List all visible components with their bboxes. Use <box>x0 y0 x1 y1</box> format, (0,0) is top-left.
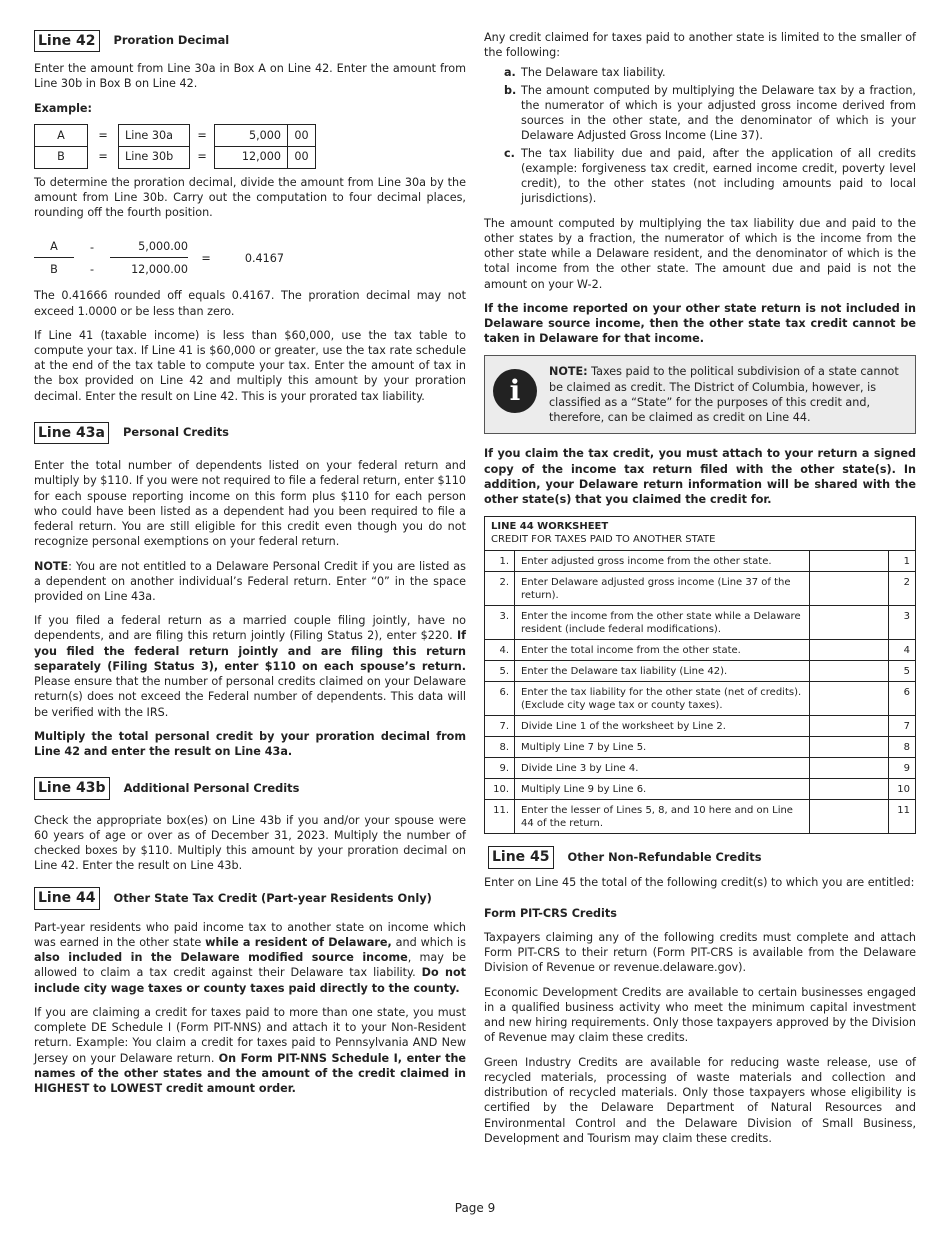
row-number: 11. <box>485 800 515 833</box>
list-text: The amount computed by multiplying the Delaware tax by a fraction, the numerator of which is your adjusted gross income derived from sources in the other state, and the denominator of which is your Delaware Adjusted Gross Income (Line 37). <box>521 83 916 143</box>
worksheet-row <box>485 800 915 833</box>
note-label: NOTE <box>34 559 69 573</box>
p2-part-b: On Form PIT-NNS Schedule I, enter the names of the other states and the amount of the credit claimed in HIGHEST to LOWEST credit amount order. <box>34 1051 467 1095</box>
row-text: Enter the lesser of Lines 5, 8, and 10 here and on Line 44 of the return. <box>515 800 810 833</box>
row-number: 8. <box>485 737 515 757</box>
line44-paragraph-3: The amount computed by multiplying the tax liability due and paid to the other states by a fraction, the numerator of which is the income from the other state while a Delaware resident, and the denominator of which is the total income from the other state. The amount due and paid is not the amount on your W-2. <box>484 216 916 291</box>
p3-part-a: If you filed a federal return as a married couple filing jointly, have no dependents, and are filing this return jointly (Filing Status 2), enter $220. <box>34 614 466 643</box>
row-number: 9. <box>485 758 515 778</box>
list-mark: a. <box>504 66 516 80</box>
row-text: Multiply Line 7 by Line 5. <box>515 737 810 757</box>
line42-paragraph-4: If Line 41 (taxable income) is less than $60,000, use the tax table to compute your tax. If Line 41 is $60,000 or greater, use the tax rate schedule at the end of the tax table to compute your tax. Enter the amount of tax in the box provided on Line 42 and multiply this amount by your proration decimal. Enter the result on Line 42. This is your prorated tax liability. <box>34 328 466 403</box>
division-denominator: 12,000.00 <box>131 262 188 276</box>
limit-list <box>504 65 916 206</box>
limit-item-a <box>504 65 916 80</box>
example-amount-cell: 5,000 <box>214 124 288 147</box>
line43b-title: Additional Personal Credits <box>123 780 300 795</box>
line45-title: Other Non-Refundable Credits <box>567 849 762 864</box>
row-text: Enter the total income from the other state. <box>515 640 810 660</box>
division-letters <box>34 236 74 280</box>
pit-crs-heading: Form PIT-CRS Credits <box>484 906 617 920</box>
info-icon: i <box>493 369 537 413</box>
line44-bold-warning: If the income reported on your other state return is not included in Delaware source income, then the other state tax credit cannot be taken in Delaware for that income. <box>484 301 916 346</box>
division-result: 0.4167 <box>244 251 284 265</box>
worksheet-row <box>485 758 915 779</box>
division-values <box>110 236 188 280</box>
line45-paragraph-2: Taxpayers claiming any of the following credits must complete and attach Form PIT-CRS to their return (Form PIT-CRS is available from the Delaware Division of Revenue or revenue.delaware.gov). <box>484 930 916 975</box>
note-content <box>549 364 905 425</box>
line45-paragraph-3: Economic Development Credits are available to certain businesses engaged in a qualified business activity who meet the minimum capital investment and new hiring requirements. Only those taxpayers approved by the Division of Revenue may claim these credits. <box>484 985 916 1045</box>
line43a-box: Line 43a <box>34 422 109 444</box>
note-box <box>484 355 916 434</box>
worksheet-row <box>485 779 915 800</box>
worksheet-row <box>485 737 915 758</box>
line44-paragraph-4 <box>484 301 916 347</box>
line44-paragraph-5 <box>484 446 916 507</box>
worksheet-row <box>485 551 915 572</box>
line43b-box: Line 43b <box>34 777 110 799</box>
line43a-paragraph-1: Enter the total number of dependents listed on your federal return and multiply by $110. If you were not required to file a federal return, enter $110 for each spouse reporting income on this form plus $110 for each person who could have been listed as a dependent had you been required to file a federal return. You are still eligible for this credit even though you do not recognize personal exemptions on your federal return. <box>34 459 466 549</box>
row-text: Enter adjusted gross income from the other state. <box>515 551 810 571</box>
worksheet-row <box>485 716 915 737</box>
p1-part-f: Do not include city wage taxes or county taxes paid directly to the county. <box>34 966 466 995</box>
equals-sign: = <box>197 150 207 164</box>
p1-part-a: Part-year residents who paid income tax to another state on income which was earned in the other state <box>34 920 466 949</box>
row-line-number: 8 <box>903 742 910 754</box>
row-number: 3. <box>485 606 515 639</box>
amount-entry-field[interactable] <box>810 640 889 660</box>
row-line-number: 1 <box>903 556 910 568</box>
row-line-number: 11 <box>897 805 910 817</box>
amount-entry-field[interactable] <box>810 606 889 639</box>
right-column <box>484 30 916 1155</box>
list-mark: c. <box>504 146 515 160</box>
row-number: 7. <box>485 716 515 736</box>
row-line-number: 7 <box>903 721 910 733</box>
row-text: Divide Line 1 of the worksheet by Line 2. <box>515 716 810 736</box>
line45-paragraph-1: Enter on Line 45 the total of the following credit(s) to which you are entitled: <box>484 875 915 889</box>
equals-sign: = <box>98 128 108 142</box>
note-label: NOTE: <box>549 365 588 379</box>
example-row-a <box>34 124 466 147</box>
amount-entry-field[interactable] <box>810 737 889 757</box>
worksheet-row <box>485 682 915 716</box>
row-number: 4. <box>485 640 515 660</box>
page-number: Page 9 <box>454 1201 496 1215</box>
line44-heading <box>34 887 466 909</box>
row-line-number: 3 <box>903 611 910 623</box>
line42-paragraph-1: Enter the amount from Line 30a in Box A on Line 42. Enter the amount from Line 30b in Box B on Line 42. <box>34 62 466 91</box>
division-numerator: 5,000.00 <box>110 236 188 258</box>
line42-paragraph-3: The 0.41666 rounded off equals 0.4167. The proration decimal may not exceed 1.0000 or be less than zero. <box>34 289 466 318</box>
division-example <box>34 236 466 280</box>
line44-paragraph-2 <box>34 1005 466 1096</box>
left-column <box>34 30 466 1105</box>
worksheet-row <box>485 572 915 606</box>
row-number: 6. <box>485 682 515 715</box>
p1-part-d: also included in the Delaware modified source income <box>34 951 408 965</box>
line43b-heading <box>34 777 466 799</box>
division-dashes <box>74 236 110 280</box>
row-line-number: 2 <box>903 577 910 589</box>
p1-part-e: , may be allowed to claim a tax credit against their Delaware tax liability. <box>34 951 466 980</box>
line44-worksheet <box>484 516 916 834</box>
line45-box: Line 45 <box>488 846 554 868</box>
worksheet-header <box>485 517 915 551</box>
row-text: Enter the Delaware tax liability (Line 42). <box>515 661 810 681</box>
row-line-number: 10 <box>897 784 910 796</box>
list-text: The Delaware tax liability. <box>521 66 666 80</box>
example-line-cell: Line 30a <box>118 124 190 147</box>
division-dash: - <box>89 240 95 254</box>
p2-part-a: If you are claiming a credit for taxes paid to more than one state, you must complete DE Schedule I (Form PIT-NNS) and attach it to your Non-Resident return. Example: You claim a credit for taxes paid to Pennsylvania AND New Jersey on your Delaware return. <box>34 1005 466 1065</box>
example-table <box>34 124 466 169</box>
limit-item-b <box>504 83 916 144</box>
amount-entry-field[interactable] <box>810 682 889 715</box>
amount-entry-field[interactable] <box>810 758 889 778</box>
example-letter-cell: B <box>34 146 88 169</box>
line45-heading <box>488 846 916 868</box>
division-equals: = <box>201 251 211 265</box>
row-text: Enter the income from the other state while a Delaware resident (include federal modifications). <box>515 606 810 639</box>
row-line-number: 5 <box>903 666 910 678</box>
p1-part-c: and which is <box>391 935 466 949</box>
line43a-note <box>34 559 466 605</box>
row-text: Enter Delaware adjusted gross income (Line 37 of the return). <box>515 572 810 605</box>
row-line-number: 6 <box>903 687 910 699</box>
limit-item-c <box>504 146 916 207</box>
worksheet-subtitle: CREDIT FOR TAXES PAID TO ANOTHER STATE <box>491 534 716 546</box>
row-number: 5. <box>485 661 515 681</box>
line43a-paragraph-3 <box>34 613 466 720</box>
list-text: The tax liability due and paid, after the application of all credits (example: forgiveness tax credit, earned income credit, poverty level credit), to the other states (not including amounts paid to local jurisdictions). <box>521 146 916 206</box>
worksheet-row <box>485 640 915 661</box>
line43b-paragraph-1: Check the appropriate box(es) on Line 43b if you and/or your spouse were 60 years of age or over as of December 31, 2023. Multiply the number of checked boxes by $110. Multiply this amount by your proration decimal on Line 42. Enter the result on Line 43b. <box>34 813 466 873</box>
row-number: 1. <box>485 551 515 571</box>
example-letter-cell: A <box>34 124 88 147</box>
row-line-number: 9 <box>903 763 910 775</box>
line42-box: Line 42 <box>34 30 100 52</box>
equals-sign: = <box>98 150 108 164</box>
line43a-heading <box>34 422 466 444</box>
amount-entry-field[interactable] <box>810 716 889 736</box>
row-number: 10. <box>485 779 515 799</box>
worksheet-row <box>485 606 915 640</box>
row-number: 2. <box>485 572 515 605</box>
line43a-paragraph-4 <box>34 729 466 759</box>
amount-entry-field[interactable] <box>810 661 889 681</box>
row-text: Divide Line 3 by Line 4. <box>515 758 810 778</box>
row-text: Multiply Line 9 by Line 6. <box>515 779 810 799</box>
line42-title: Proration Decimal <box>113 33 230 48</box>
example-cents-cell: 00 <box>288 146 316 169</box>
limit-intro: Any credit claimed for taxes paid to another state is limited to the smaller of the following: <box>484 31 916 60</box>
p1-part-b: while a resident of Delaware, <box>205 935 392 949</box>
line44-paragraph-1 <box>34 920 466 996</box>
line43a-bold-instruction: Multiply the total personal credit by your proration decimal from Line 42 and enter the result on Line 43a. <box>34 729 466 759</box>
p3-part-b: If you filed the federal return jointly and are filing this return separately (Filing Status 3), enter $110 on each spouse’s return. <box>34 629 466 673</box>
row-line-number: 4 <box>903 645 910 657</box>
division-dash: - <box>89 262 95 276</box>
amount-entry-field[interactable] <box>810 800 889 833</box>
example-cents-cell: 00 <box>288 124 316 147</box>
example-label: Example: <box>34 101 92 115</box>
example-amount-cell: 12,000 <box>214 146 288 169</box>
worksheet-row <box>485 661 915 682</box>
p3-part-c: Please ensure that the number of personal credits claimed on your Delaware return(s) does not exceed the Federal number of dependents. This data will be verified with the IRS. <box>34 675 466 719</box>
line42-heading <box>34 30 466 52</box>
line45-subhead <box>484 906 916 921</box>
division-b: B <box>50 262 58 276</box>
line44-title: Other State Tax Credit (Part-year Residents Only) <box>113 890 432 905</box>
line44-box: Line 44 <box>34 887 100 909</box>
example-line-cell: Line 30b <box>118 146 190 169</box>
line43a-title: Personal Credits <box>123 425 229 440</box>
line45-paragraph-4: Green Industry Credits are available for reducing waste release, use of recycled materials, processing of waste materials and collection and distribution of recycled materials. Only those taxpayers whose eligibility is certified by the Delaware Department of Natural Resources and Environmental Control and the Delaware Division of Small Business, Development and Tourism may claim these credits. <box>484 1055 916 1145</box>
row-text: Enter the tax liability for the other state (net of credits). (Exclude city wage tax or county taxes). <box>515 682 810 715</box>
note-text: Taxes paid to the political subdivision of a state cannot be claimed as credit. The District of Columbia, however, is classified as a “State” for the purposes of this credit and, therefore, can be claimed as credit on Line 44. <box>549 365 899 425</box>
worksheet-title: LINE 44 WORKSHEET <box>491 521 609 533</box>
example-row-b <box>34 146 466 169</box>
note-text: : You are not entitled to a Delaware Personal Credit if you are listed as a dependent on another individual’s Federal return. Enter “0” in the space provided on Line 43a. <box>34 559 466 603</box>
line44-attach-instruction: If you claim the tax credit, you must attach to your return a signed copy of the income tax return filed with the other state(s). In addition, your Delaware return information will be shared with the other state(s) that you claimed the credit for. <box>484 447 916 507</box>
amount-entry-field[interactable] <box>810 572 889 605</box>
line42-paragraph-2: To determine the proration decimal, divide the amount from Line 30a by the amount from Line 30b. Carry out the computation to four decimal places, rounding off the fourth position. <box>34 175 466 220</box>
division-a: A <box>34 236 74 258</box>
amount-entry-field[interactable] <box>810 551 889 571</box>
list-mark: b. <box>504 83 517 97</box>
amount-entry-field[interactable] <box>810 779 889 799</box>
equals-sign: = <box>197 128 207 142</box>
